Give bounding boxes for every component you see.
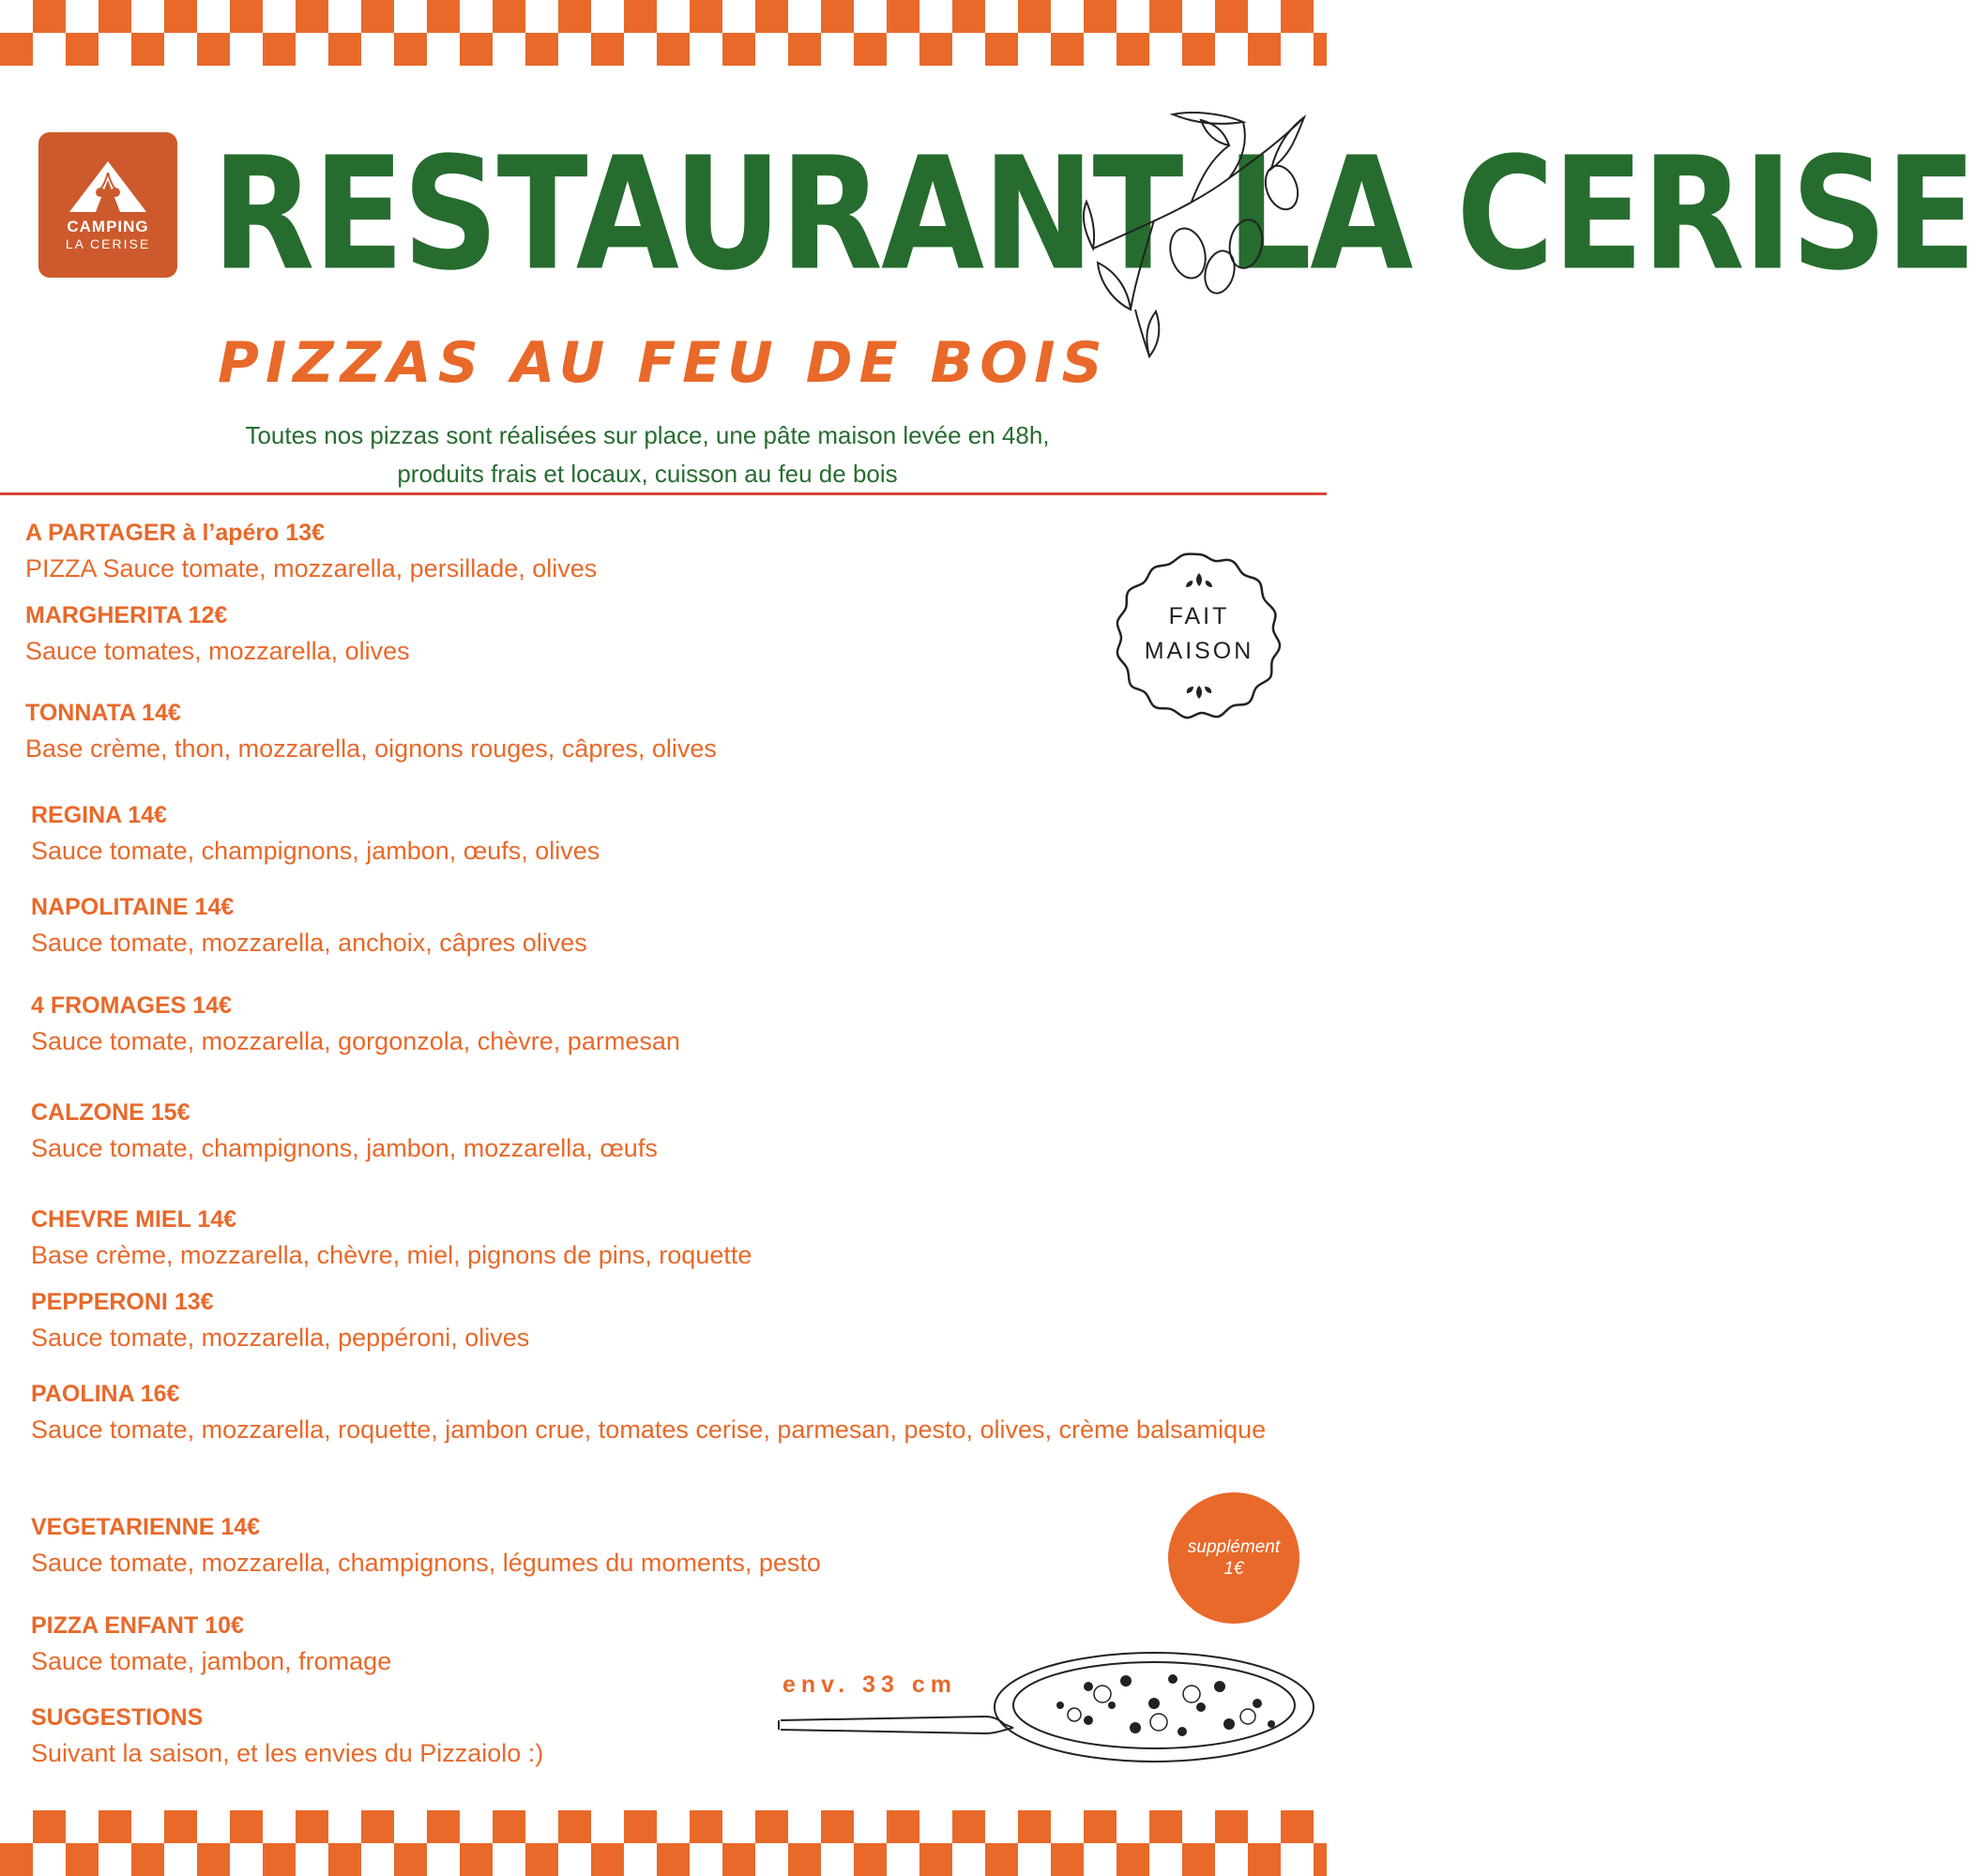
menu-item	[31, 989, 680, 1060]
menu-item	[31, 798, 600, 870]
menu-item-desc: Sauce tomate, mozzarella, gorgonzola, chèvre, parmesan	[31, 1027, 680, 1055]
logo-line2: LA CERISE	[65, 235, 151, 251]
menu-item-name: CHEVRE MIEL 14€	[31, 1206, 237, 1233]
tent-cherry-icon	[66, 159, 150, 216]
header-divider	[0, 492, 1327, 495]
menu-item	[31, 1096, 658, 1167]
menu-item	[31, 1203, 752, 1274]
menu-item	[25, 516, 597, 587]
intro-line2: produits frais et locaux, cuisson au feu de bois	[397, 460, 898, 488]
menu-item	[25, 598, 410, 670]
intro-line1: Toutes nos pizzas sont réalisées sur place, une pâte maison levée en 48h,	[245, 421, 1050, 449]
menu-item-desc: Sauce tomate, mozzarella, peppéroni, olives	[31, 1324, 530, 1352]
menu-item	[31, 1510, 821, 1581]
pizza-size-label: env. 33 cm	[782, 1672, 958, 1698]
menu-item-desc: Sauce tomate, mozzarella, roquette, jambon crue, tomates cerise, parmesan, pesto, olives, crème balsamique	[31, 1415, 1267, 1444]
menu-item-desc: Suivant la saison, et les envies du Pizzaiolo :)	[31, 1739, 544, 1767]
menu-item-name: PIZZA ENFANT 10€	[31, 1612, 244, 1639]
menu-item-name: PEPPERONI 13€	[31, 1289, 214, 1315]
menu-item	[31, 1609, 391, 1680]
menu-item-name: 4 FROMAGES 14€	[31, 992, 232, 1019]
badge-line2: MAISON	[1144, 638, 1254, 664]
menu-item	[31, 1377, 1298, 1448]
menu-item-desc: Sauce tomate, mozzarella, anchoix, câpres olives	[31, 929, 587, 957]
page-title: RESTAURANT LA CERISE	[212, 124, 1975, 306]
fait-maison-badge	[1110, 547, 1288, 725]
camping-logo	[38, 132, 177, 278]
menu-item-desc: Sauce tomate, mozzarella, champignons, légumes du moments, pesto	[31, 1549, 821, 1577]
menu-item-name: A PARTAGER à l’apéro 13€	[25, 520, 326, 546]
page-subtitle: PIZZAS AU FEU DE BOIS	[218, 330, 1109, 396]
menu-item-desc: Sauce tomate, champignons, jambon, mozzarella, œufs	[31, 1134, 658, 1162]
menu-item-name: VEGETARIENNE 14€	[31, 1514, 261, 1540]
menu-item-name: TONNATA 14€	[25, 700, 181, 726]
menu-item-name: REGINA 14€	[31, 802, 167, 828]
intro-text	[0, 416, 1295, 493]
menu-item	[31, 1701, 543, 1772]
menu-item-desc: Base crème, thon, mozzarella, oignons rouges, câpres, olives	[25, 734, 717, 763]
badge-text	[1110, 599, 1288, 669]
olive-branch-icon	[1079, 103, 1314, 361]
menu-item-name: MARGHERITA 12€	[25, 602, 228, 628]
menu-item-desc: Base crème, mozzarella, chèvre, miel, pignons de pins, roquette	[31, 1241, 752, 1269]
logo-line1: CAMPING	[67, 217, 149, 235]
badge-line1: FAIT	[1168, 603, 1230, 629]
menu-item-name: SUGGESTIONS	[31, 1704, 204, 1731]
menu-item-name: PAOLINA 16€	[31, 1381, 180, 1407]
menu-item-desc: Sauce tomate, champignons, jambon, œufs, olives	[31, 837, 600, 865]
checkered-border-top	[0, 0, 1327, 66]
menu-item-desc: Sauce tomate, jambon, fromage	[31, 1647, 392, 1675]
menu-item-name: NAPOLITAINE 14€	[31, 894, 235, 920]
supplement-line1: supplément	[1187, 1537, 1281, 1557]
menu-item-desc: Sauce tomates, mozzarella, olives	[25, 637, 410, 665]
supplement-badge	[1168, 1492, 1299, 1624]
menu-item	[31, 1285, 529, 1356]
menu-item-desc: PIZZA Sauce tomate, mozzarella, persillade, olives	[25, 554, 598, 582]
checkered-border-bottom	[0, 1810, 1327, 1876]
pizza-peel-icon	[779, 1630, 1327, 1780]
menu-item	[25, 696, 717, 767]
menu-item-name: CALZONE 15€	[31, 1099, 190, 1126]
menu-item	[31, 890, 587, 961]
supplement-line2: 1€	[1223, 1559, 1244, 1579]
